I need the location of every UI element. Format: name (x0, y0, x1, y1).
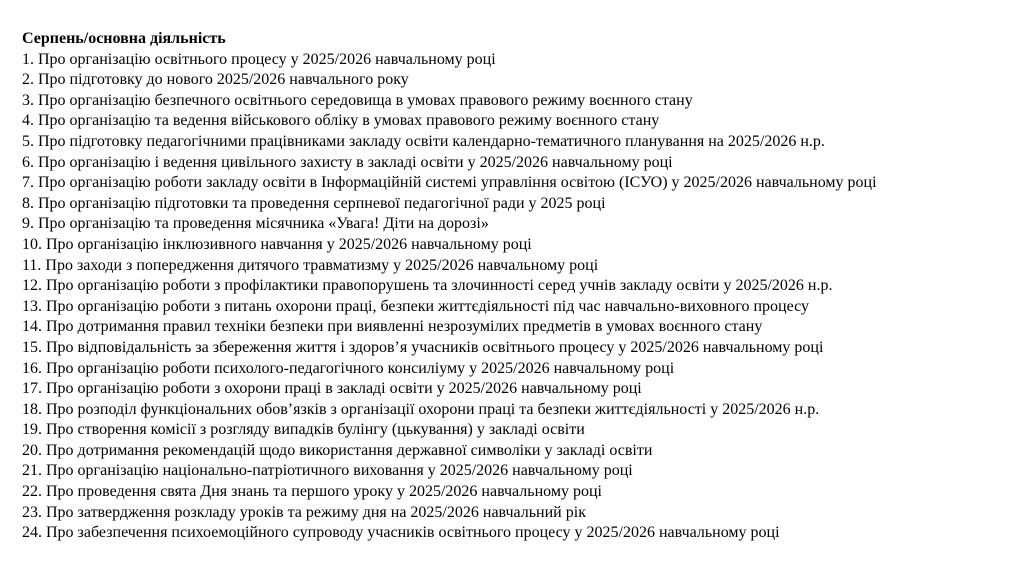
list-item (22, 461, 1014, 482)
list-item (22, 256, 1014, 277)
list-item-number: 3. (22, 91, 34, 109)
list-item (22, 70, 1014, 91)
list-item-text: Про проведення свята Дня знань та першого уроку у 2025/2026 навчальному році (46, 483, 602, 501)
list-item-text: Про відповідальність за збереження життя і здоров’я учасників освітнього процесу у 2025/2026 навчальному році (46, 338, 824, 356)
list-item-number: 7. (22, 174, 34, 192)
list-item-number: 23. (22, 503, 42, 521)
list-item (22, 276, 1014, 297)
list-item (22, 441, 1014, 462)
list-item (22, 194, 1014, 215)
list-item (22, 153, 1014, 174)
list-item-text: Про організацію роботи з профілактики правопорушень та злочинності серед учнів закладу освіти у 2025/2026 н.р. (46, 277, 833, 295)
list-item (22, 317, 1014, 338)
list-item-number: 13. (22, 297, 42, 315)
list-item-text: Про організацію роботи психолого-педагогічного консиліуму у 2025/2026 навчальному році (46, 359, 675, 377)
list-item-number: 6. (22, 153, 34, 171)
list-item-number: 5. (22, 132, 34, 150)
list-item (22, 173, 1014, 194)
list-item-number: 22. (22, 483, 42, 501)
list-item-number: 8. (22, 194, 34, 212)
list-item (22, 523, 1014, 544)
list-item-text: Про організацію інклюзивного навчання у 2025/2026 навчальному році (46, 235, 532, 253)
list-item (22, 297, 1014, 318)
list-item-text: Про організацію роботи закладу освіти в Інформаційній системі управління освітою (ІСУО) у 2025/2026 навчальному році (38, 174, 877, 192)
list-item (22, 91, 1014, 112)
list-item-number: 24. (22, 524, 42, 542)
list-item-number: 20. (22, 441, 42, 459)
list-item (22, 482, 1014, 503)
list-item-text: Про організацію роботи з охорони праці в закладі освіти у 2025/2026 навчальному році (46, 380, 642, 398)
list-item (22, 132, 1014, 153)
list-item-text: Про забезпечення психоемоційного супроводу учасників освітнього процесу у 2025/2026 навчальному році (46, 524, 780, 542)
list-item-number: 9. (22, 215, 34, 233)
list-item (22, 503, 1014, 524)
list-item (22, 50, 1014, 71)
list-item-number: 16. (22, 359, 42, 377)
order-topics-list (22, 50, 1014, 544)
list-item-number: 10. (22, 235, 42, 253)
list-item (22, 400, 1014, 421)
list-item (22, 214, 1014, 235)
list-item-text: Про організацію і ведення цивільного захисту в закладі освіти у 2025/2026 навчальному році (38, 153, 673, 171)
list-item-text: Про організацію національно-патріотичного виховання у 2025/2026 навчальному році (46, 462, 633, 480)
list-item-number: 14. (22, 318, 42, 336)
list-item-text: Про підготовку педагогічними працівниками закладу освіти календарно-тематичного планування на 2025/2026 н.р. (38, 132, 825, 150)
list-item-text: Про організацію та проведення місячника «Увага! Діти на дорозі» (38, 215, 489, 233)
list-item-text: Про заходи з попередження дитячого травматизму у 2025/2026 навчальному році (45, 256, 599, 274)
list-item-number: 21. (22, 462, 42, 480)
list-item (22, 420, 1014, 441)
list-item-text: Про організацію та ведення військового обліку в умовах правового режиму воєнного стану (38, 112, 660, 130)
section-heading: Серпень/основна діяльність (22, 30, 226, 47)
list-item-number: 17. (22, 380, 42, 398)
list-item (22, 111, 1014, 132)
list-item-text: Про організацію безпечного освітнього середовища в умовах правового режиму воєнного стану (38, 91, 693, 109)
list-item (22, 379, 1014, 400)
list-item-text: Про організацію роботи з питань охорони праці, безпеки життєдіяльності під час навчально-виховного процесу (46, 297, 809, 315)
list-item (22, 359, 1014, 380)
list-item-number: 15. (22, 338, 42, 356)
list-item (22, 235, 1014, 256)
list-item-number: 4. (22, 112, 34, 130)
list-item-text: Про дотримання рекомендацій щодо використання державної символіки у закладі освіти (46, 441, 653, 459)
list-item-number: 1. (22, 50, 34, 68)
list-item-text: Про організацію підготовки та проведення серпневої педагогічної ради у 2025 році (38, 194, 606, 212)
list-item-number: 18. (22, 400, 42, 418)
list-item-number: 12. (22, 277, 42, 295)
list-item-text: Про розподіл функціональних обов’язків з організації охорони праці та безпеки життєдіяльності у 2025/2026 н.р. (46, 400, 820, 418)
list-item-number: 19. (22, 421, 42, 439)
document-page (22, 29, 1014, 544)
list-item (22, 338, 1014, 359)
list-item-text: Про підготовку до нового 2025/2026 навчального року (38, 71, 409, 89)
list-item-text: Про затвердження розкладу уроків та режиму дня на 2025/2026 навчальний рік (46, 503, 586, 521)
list-item-number: 11. (22, 256, 42, 274)
list-item-text: Про дотримання правил техніки безпеки при виявленні незрозумілих предметів в умовах воєнного стану (46, 318, 763, 336)
list-item-text: Про створення комісії з розгляду випадків булінгу (цькування) у закладі освіти (46, 421, 585, 439)
list-item-number: 2. (22, 71, 34, 89)
list-item-text: Про організацію освітнього процесу у 2025/2026 навчальному році (38, 50, 496, 68)
